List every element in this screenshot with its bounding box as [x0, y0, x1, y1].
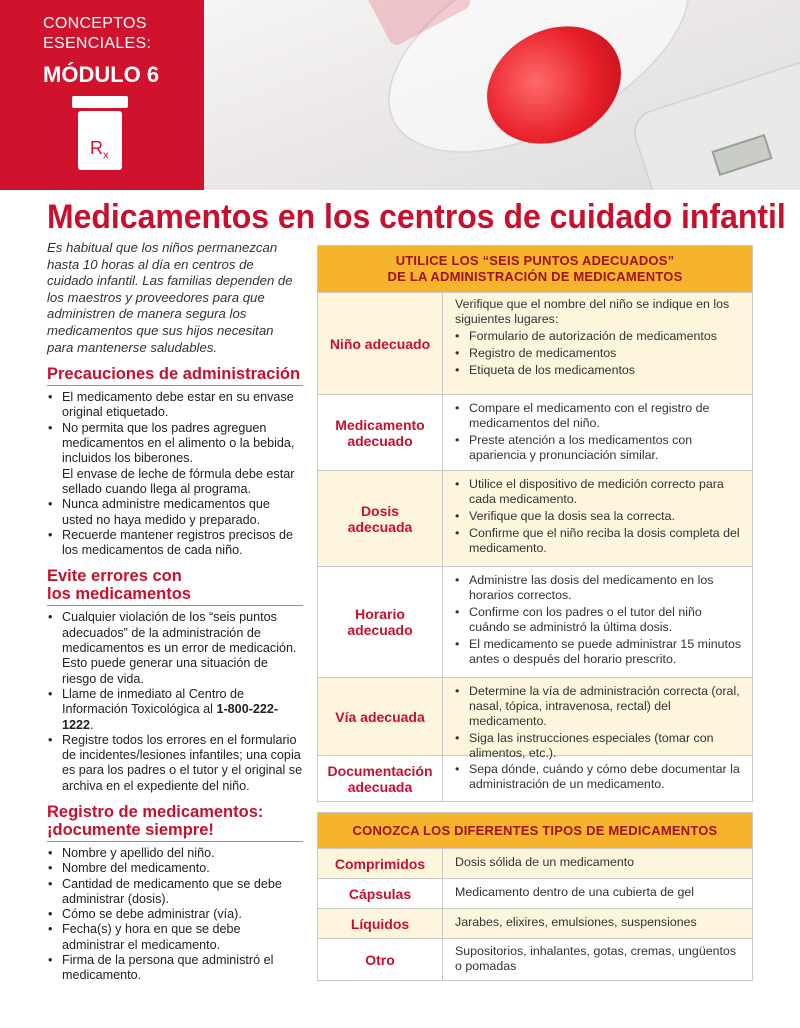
list-item: • Firma de la persona que administró el medicamento.: [47, 953, 303, 984]
list-item: • Cualquier violación de los “seis puntos adecuados” de la administración de medicamentos es un error de medicación. Esto puede generar una situación de riesgo de vida.: [47, 610, 303, 686]
list-item: • Nunca administre medicamentos que usted no haya medido y preparado.: [47, 497, 303, 528]
module-kicker: CONCEPTOS ESENCIALES:: [43, 15, 152, 52]
table-row: [318, 908, 752, 938]
table-row: [318, 292, 752, 394]
table-row: [318, 470, 752, 566]
list-item: • Registre todos los errores en el formulario de incidentes/lesiones infantiles; una copia es para los padres o el tutor y el original se archiva en el expediente del niño.: [47, 733, 303, 794]
section-heading-record: Registro de medicamentos: ¡documente siempre!: [47, 803, 303, 842]
row-label: Cápsulas: [318, 879, 443, 908]
table-row: [318, 848, 752, 878]
table-row: [318, 394, 752, 470]
section-heading-precautions: Precauciones de administración: [47, 365, 303, 386]
table-row: [318, 566, 752, 677]
rx-label: $R_x$: [90, 138, 109, 162]
medicine-spoon-photo: [204, 0, 800, 190]
left-column: [47, 240, 303, 984]
row-content: • Sepa dónde, cuándo y cómo debe documentar la administración de un medicamento.: [443, 756, 752, 801]
list-item: • Cómo se debe administrar (vía).: [47, 907, 303, 922]
row-label: Líquidos: [318, 909, 443, 938]
six-rights-table: [317, 245, 753, 802]
six-rights-header: UTILICE LOS “SEIS PUNTOS ADECUADOS” DE LA ADMINISTRACIÓN DE MEDICAMENTOS: [318, 246, 752, 292]
table-row: [318, 878, 752, 908]
list-item-call-center: • Llame de inmediato al Centro de Información Toxicológica al 1-800-222-1222.: [47, 687, 303, 733]
precautions-list: [47, 390, 303, 558]
row-label: Dosis adecuada: [318, 471, 443, 566]
module-badge: [0, 0, 204, 190]
errors-list: [47, 610, 303, 794]
list-item: • No permita que los padres agreguen medicamentos en el alimento o la bebida, incluidos los biberones. El envase de leche de fórmula debe estar sellado cuando llega al programa.: [47, 421, 303, 497]
table-row: [318, 938, 752, 980]
row-content: • Determine la vía de administración correcta (oral, nasal, tópica, intravenosa, rectal) del medicamento. • Siga las instrucciones especiales (tomar con alimentos, etc.).: [443, 678, 752, 755]
row-label: Medicamento adecuado: [318, 395, 443, 470]
page-title: Medicamentos en los centros de cuidado infantil: [47, 198, 786, 236]
list-item: • Cantidad de medicamento que se debe administrar (dosis).: [47, 877, 303, 908]
table-row: [318, 677, 752, 760]
list-item: • Nombre del medicamento.: [47, 861, 303, 876]
medication-types-header: CONOZCA LOS DIFERENTES TIPOS DE MEDICAMENTOS: [318, 813, 752, 848]
page-header: [0, 0, 800, 190]
table-row: [318, 755, 752, 801]
row-label: Vía adecuada: [318, 678, 443, 755]
row-label: Documentación adecuada: [318, 756, 443, 801]
poison-center-phone[interactable]: 1-800-222-1222: [62, 702, 279, 732]
row-content: Dosis sólida de un medicamento: [455, 855, 635, 869]
intro-paragraph: Es habitual que los niños permanezcan hasta 10 horas al día en centros de cuidado infantil. Las familias dependen de los maestros y proveedores para que administren de manera segura los medicamentos que sus hijos necesitan para mantenerse saludables.: [47, 240, 293, 355]
list-item: • El medicamento debe estar en su envase original etiquetado.: [47, 390, 303, 421]
row-label: Comprimidos: [318, 849, 443, 878]
row-content: Jarabes, elixires, emulsiones, suspensiones: [455, 915, 697, 929]
row-content: • Administre las dosis del medicamento en los horarios correctos. • Confirme con los padres o el tutor del niño cuándo se administró la última dosis. • El medicamento se puede administrar 15 minutos antes o después del horario prescrito.: [443, 567, 752, 677]
row-content: • Utilice el dispositivo de medición correcto para cada medicamento. • Verifique que la dosis sea la correcta. • Confirme que el niño reciba la dosis completa del medicamento.: [443, 471, 752, 566]
medication-types-table: [317, 812, 753, 981]
section-heading-errors: Evite errores con los medicamentos: [47, 567, 303, 606]
list-item: • Recuerde mantener registros precisos de los medicamentos de cada niño.: [47, 528, 303, 559]
module-number: MÓDULO 6: [43, 62, 160, 87]
list-item: • Nombre y apellido del niño.: [47, 846, 303, 861]
list-item: • Fecha(s) y hora en que se debe administrar el medicamento.: [47, 922, 303, 953]
record-list: [47, 846, 303, 984]
row-content: Verifique que el nombre del niño se indique en los siguientes lugares: • Formulario de autorización de medicamentos • Registro de medicamentos • Etiqueta de los medicamentos: [443, 293, 752, 394]
row-content: Medicamento dentro de una cubierta de gel: [455, 885, 695, 899]
pill-bottle-icon: [72, 96, 128, 170]
row-content: • Compare el medicamento con el registro de medicamentos del niño. • Preste atención a los medicamentos con apariencia y pronunciación similar.: [443, 395, 752, 470]
row-label: Niño adecuado: [318, 293, 443, 394]
row-label: Otro: [318, 939, 443, 980]
row-label: Horario adecuado: [318, 567, 443, 677]
row-content: Supositorios, inhalantes, gotas, cremas, ungüentos o pomadas: [455, 943, 737, 973]
